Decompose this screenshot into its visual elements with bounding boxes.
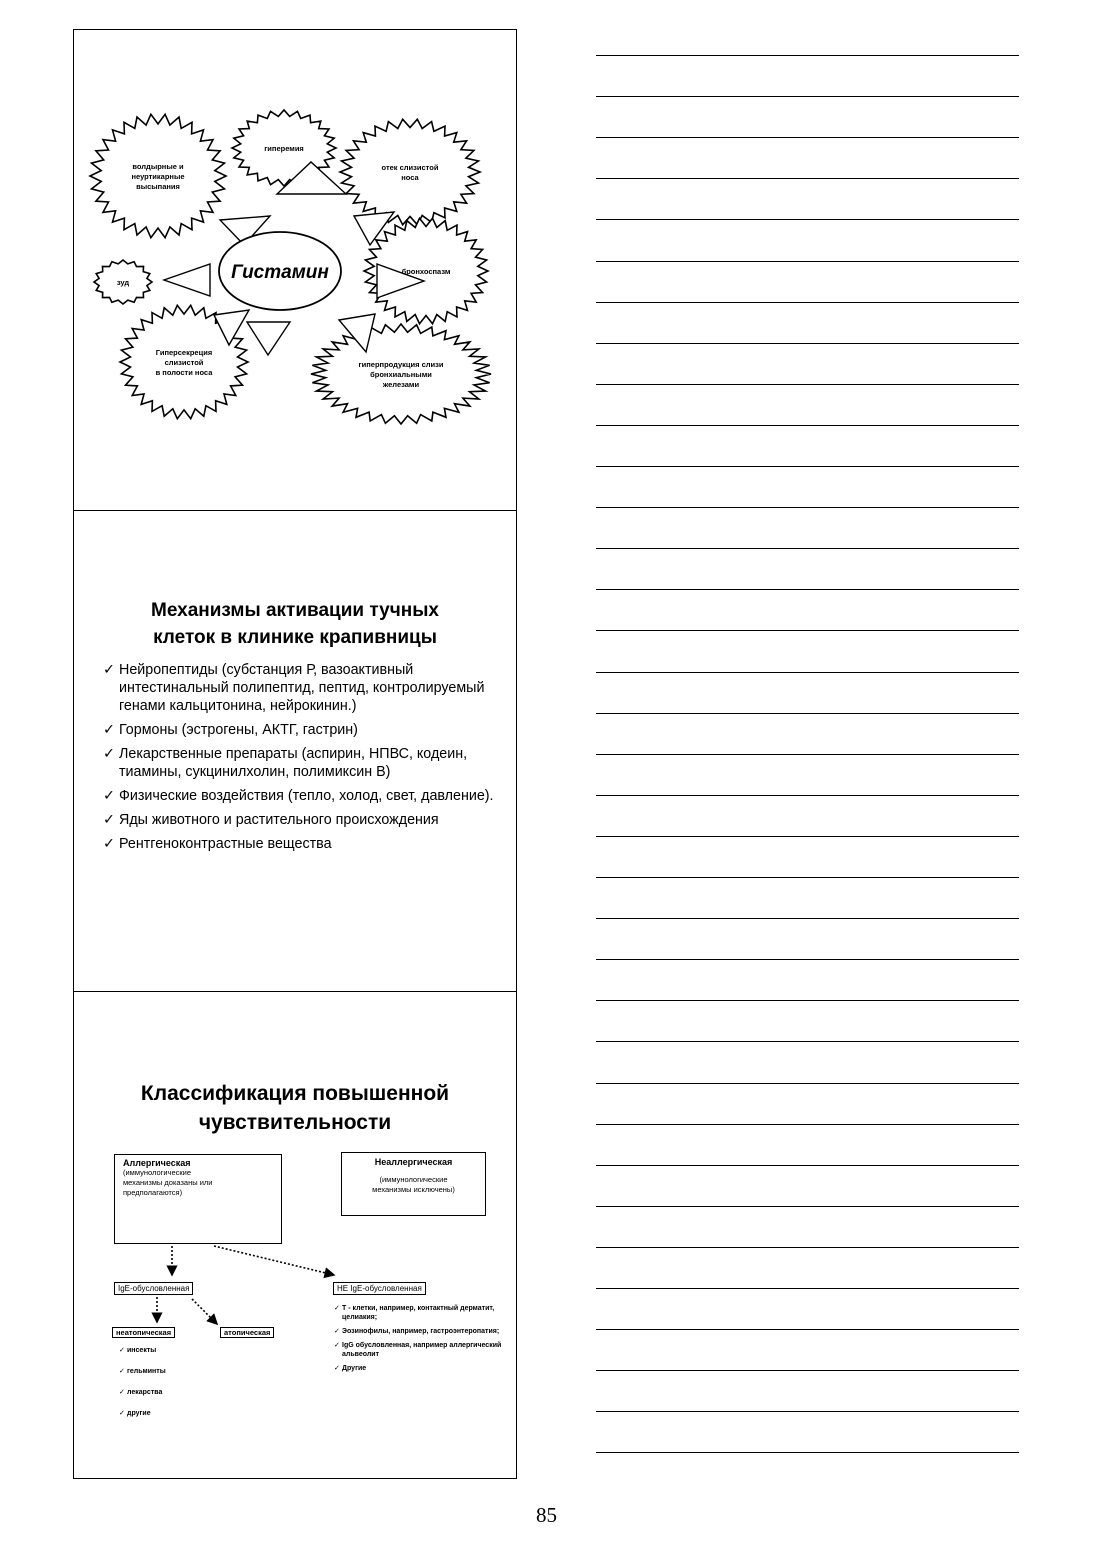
list-item bbox=[334, 1364, 506, 1373]
list-item-text: Яды животного и растительного происхождения bbox=[119, 812, 439, 828]
note-line bbox=[596, 795, 1019, 796]
check-icon: ✓ bbox=[334, 1305, 340, 1312]
nonallergic-title: Неаллергическая bbox=[374, 1157, 453, 1167]
ige-box: IgE-обусловленная bbox=[114, 1282, 193, 1295]
effect-label: слизистой bbox=[164, 358, 204, 367]
check-icon: ✓ bbox=[119, 1368, 125, 1375]
note-line bbox=[596, 1165, 1019, 1166]
note-line bbox=[596, 1124, 1019, 1125]
allergic-subtitle bbox=[123, 1168, 273, 1198]
note-line bbox=[596, 672, 1019, 673]
list-item bbox=[119, 1409, 229, 1418]
slide-hypersensitivity-classification bbox=[74, 991, 516, 1479]
note-line bbox=[596, 178, 1019, 179]
mechanism-list bbox=[103, 661, 503, 859]
note-line bbox=[596, 836, 1019, 837]
allergic-title: Аллергическая bbox=[123, 1158, 191, 1168]
note-line bbox=[596, 302, 1019, 303]
list-item bbox=[103, 811, 503, 829]
slides-panel bbox=[73, 29, 517, 1479]
non-ige-box: НЕ IgE-обусловленная bbox=[333, 1282, 426, 1295]
note-line bbox=[596, 754, 1019, 755]
list-item-text: Другие bbox=[342, 1365, 367, 1372]
note-line bbox=[596, 507, 1019, 508]
slide-histamine bbox=[74, 30, 516, 510]
effect-label: отек слизистой bbox=[381, 163, 439, 172]
list-item bbox=[334, 1341, 506, 1359]
list-item bbox=[103, 745, 503, 781]
title-line: Механизмы активации тучных bbox=[151, 600, 439, 621]
check-icon: ✓ bbox=[119, 1389, 125, 1396]
slide-title bbox=[74, 597, 516, 651]
note-line bbox=[596, 343, 1019, 344]
note-line bbox=[596, 713, 1019, 714]
list-item bbox=[334, 1304, 506, 1322]
list-item-text: Т - клетки, например, контактный дерматит, целиакия; bbox=[342, 1305, 495, 1321]
check-icon: ✓ bbox=[334, 1342, 340, 1349]
list-item-text: инсекты bbox=[127, 1347, 157, 1354]
check-icon: ✓ bbox=[103, 812, 115, 828]
note-line bbox=[596, 1329, 1019, 1330]
note-line bbox=[596, 219, 1019, 220]
note-line bbox=[596, 1041, 1019, 1042]
note-line bbox=[596, 1000, 1019, 1001]
note-line bbox=[596, 137, 1019, 138]
effect-burst-shape bbox=[340, 119, 480, 224]
ruled-note-lines bbox=[596, 0, 1019, 1565]
page-number: 85 bbox=[536, 1503, 557, 1527]
title-line: чувствительности bbox=[198, 1111, 392, 1134]
effect-label: волдырные и bbox=[132, 162, 184, 171]
check-icon: ✓ bbox=[103, 746, 115, 762]
check-icon: ✓ bbox=[119, 1347, 125, 1354]
list-item-text: гельминты bbox=[127, 1368, 166, 1375]
nonallergic-box bbox=[341, 1152, 486, 1216]
allergic-subtitle-line: предполагаются) bbox=[123, 1188, 183, 1197]
nonallergic-subtitle-line: механизмы исключены) bbox=[372, 1185, 455, 1194]
list-item-text: Физические воздействия (тепло, холод, свет, давление). bbox=[119, 788, 494, 804]
effect-label: гиперемия bbox=[264, 144, 304, 153]
check-icon: ✓ bbox=[119, 1410, 125, 1417]
effect-label: Гиперсекреция bbox=[155, 348, 213, 357]
list-item-text: Эозинофилы, например, гастроэнтеропатия; bbox=[342, 1328, 500, 1335]
title-line: Классификация повышенной bbox=[140, 1082, 450, 1105]
list-item bbox=[334, 1327, 506, 1336]
note-line bbox=[596, 959, 1019, 960]
list-item bbox=[119, 1388, 229, 1397]
list-item-text: другие bbox=[127, 1410, 151, 1417]
histamine-diagram bbox=[74, 30, 518, 510]
allergic-subtitle-line: механизмы доказаны или bbox=[123, 1178, 213, 1187]
note-line bbox=[596, 96, 1019, 97]
check-icon: ✓ bbox=[334, 1365, 340, 1372]
list-item-text: Лекарственные препараты (аспирин, НПВС, кодеин, тиамины, сукцинилхолин, полимиксин В) bbox=[119, 746, 468, 780]
note-line bbox=[596, 548, 1019, 549]
note-line bbox=[596, 1370, 1019, 1371]
list-item-text: лекарства bbox=[127, 1389, 163, 1396]
note-line bbox=[596, 1288, 1019, 1289]
note-line bbox=[596, 589, 1019, 590]
list-item-text: Нейропептиды (субстанция Р, вазоактивный интестинальный полипептид, пептид, контролируемый генами кальцитонина, нейрокинин.) bbox=[119, 662, 485, 714]
title-line: клеток в клинике крапивницы bbox=[153, 627, 437, 648]
effect-label: высыпания bbox=[136, 182, 180, 191]
list-item-text: IgG обусловленная, например аллергический альвеолит bbox=[342, 1342, 502, 1358]
note-line bbox=[596, 877, 1019, 878]
list-item-text: Рентгеноконтрастные вещества bbox=[119, 836, 332, 852]
note-line bbox=[596, 918, 1019, 919]
note-line bbox=[596, 55, 1019, 56]
list-item bbox=[103, 787, 503, 805]
effect-label: бронхиальными bbox=[370, 370, 432, 379]
nonallergic-subtitle-line: (иммунологические bbox=[379, 1175, 448, 1184]
check-icon: ✓ bbox=[103, 836, 115, 852]
check-icon: ✓ bbox=[103, 722, 115, 738]
arrow-triangle-icon bbox=[164, 264, 210, 296]
check-icon: ✓ bbox=[103, 788, 115, 804]
atopic-box: атопическая bbox=[220, 1327, 274, 1338]
effect-label: железами bbox=[382, 380, 420, 389]
note-line bbox=[596, 630, 1019, 631]
note-line bbox=[596, 384, 1019, 385]
effect-label: зуд bbox=[116, 278, 130, 287]
allergic-box bbox=[114, 1154, 282, 1244]
list-item bbox=[119, 1367, 229, 1376]
nonatopic-box: неатопическая bbox=[112, 1327, 175, 1338]
note-line bbox=[596, 1411, 1019, 1412]
effect-label: бронхоспазм bbox=[401, 267, 451, 276]
effect-label: носа bbox=[401, 173, 419, 182]
arrow-triangle-icon bbox=[247, 322, 290, 355]
note-line bbox=[596, 1452, 1019, 1453]
slide-mast-cell-activation bbox=[74, 510, 516, 992]
check-icon: ✓ bbox=[103, 662, 115, 678]
note-line bbox=[596, 1247, 1019, 1248]
note-line bbox=[596, 261, 1019, 262]
note-line bbox=[596, 1206, 1019, 1207]
list-item bbox=[103, 721, 503, 739]
note-line bbox=[596, 425, 1019, 426]
list-item bbox=[103, 835, 503, 853]
note-line bbox=[596, 1083, 1019, 1084]
note-line bbox=[596, 466, 1019, 467]
allergic-subtitle-line: (иммунологические bbox=[123, 1168, 192, 1177]
nonatopic-list bbox=[119, 1346, 229, 1418]
nonallergic-subtitle bbox=[350, 1175, 477, 1195]
list-item bbox=[103, 661, 503, 715]
effect-label: неуртикарные bbox=[131, 172, 185, 181]
list-item bbox=[119, 1346, 229, 1355]
histamine-label: Гистамин bbox=[231, 262, 329, 283]
effect-label: в полости носа bbox=[155, 368, 213, 377]
effect-label: гиперпродукция слизи bbox=[358, 360, 444, 369]
check-icon: ✓ bbox=[334, 1328, 340, 1335]
non-ige-list bbox=[334, 1304, 506, 1373]
list-item-text: Гормоны (эстрогены, АКТГ, гастрин) bbox=[119, 722, 358, 738]
